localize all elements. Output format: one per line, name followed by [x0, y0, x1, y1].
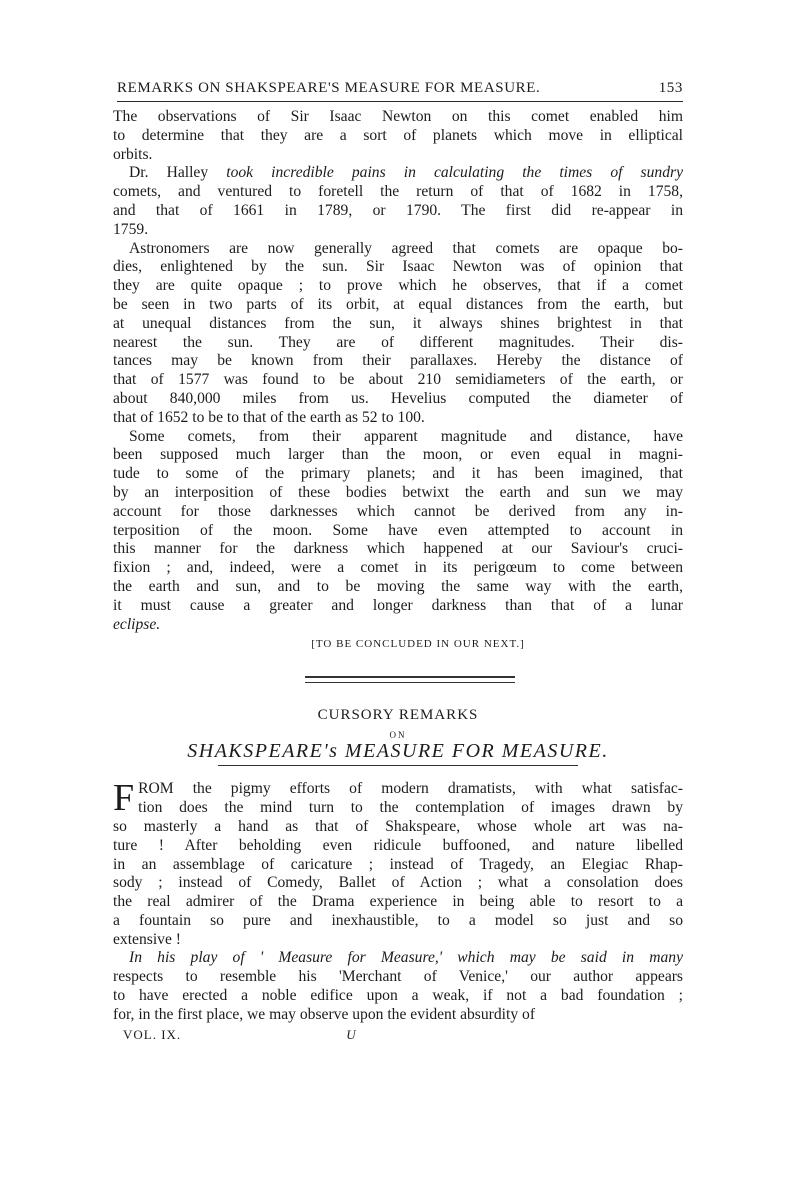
- signature-mark: U: [346, 1026, 357, 1042]
- text-line: by an interposition of these bodies betwixt the earth and sun we may: [113, 483, 683, 501]
- page-footer: [123, 1027, 683, 1043]
- text-line: dies, enlightened by the sun. Sir Isaac Newton was of opinion that: [113, 258, 683, 276]
- article-heading: CURSORY REMARKS: [317, 707, 479, 724]
- text-line: Dr. Halley took incredible pains in calculating the times of sundry: [129, 164, 683, 182]
- text-line: orbits.: [113, 145, 153, 163]
- cursory-remarks-body: [113, 777, 683, 1024]
- text-line: sody ; instead of Comedy, Ballet of Action ; what a consolation does: [113, 874, 683, 892]
- comet-article-continuation: [113, 108, 683, 634]
- text-line: it must cause a greater and longer darkness than that of a lunar: [113, 596, 683, 614]
- text-line: eclipse.: [113, 615, 161, 633]
- running-head: [117, 80, 683, 102]
- text-line: ture ! After beholding even ridicule buffooned, and nature libelled: [113, 836, 683, 854]
- page-number: 153: [658, 80, 683, 96]
- text-line: In his play of ' Measure for Measure,' which may be said in many: [129, 949, 683, 967]
- text-line: so masterly a hand as that of Shakspeare, whose whole art was na-: [113, 817, 683, 835]
- text-line: Astronomers are now generally agreed that comets are opaque bo-: [129, 239, 683, 257]
- text-line: the real admirer of the Drama experience in being able to resort to a: [113, 893, 683, 911]
- paragraph: [113, 240, 683, 428]
- text-line: that of 1577 was found to be about 210 semidiameters of the earth, or: [113, 371, 683, 389]
- paragraph: [113, 949, 683, 1024]
- section-divider: [305, 676, 515, 683]
- text-line: in an assemblage of caricature ; instead of Tragedy, an Elegiac Rhap-: [113, 855, 683, 873]
- text-line: been supposed much larger than the moon, or even equal in magni-: [113, 446, 683, 464]
- text-line: they are quite opaque ; to prove which he observes, that if a comet: [113, 277, 683, 295]
- article-heading-on: ON: [389, 730, 407, 741]
- text-line: for, in the first place, we may observe upon the evident absurdity of: [113, 1005, 536, 1023]
- text-line: comets, and ventured to foretell the return of that of 1682 in 1758,: [113, 183, 683, 201]
- paragraph: [113, 428, 683, 635]
- book-page: [113, 80, 683, 1043]
- text-line: tion does the mind turn to the contemplation of images drawn by: [138, 799, 683, 817]
- text-line: respects to resemble his 'Merchant of Venice,' our author appears: [113, 968, 683, 986]
- text-line: nearest the sun. They are of different magnitudes. Their dis-: [113, 333, 683, 351]
- text-line: be seen in two parts of its orbit, at equal distances from the earth, but: [113, 295, 683, 313]
- text-line: ROM the pigmy efforts of modern dramatists, with what satisfac-: [138, 780, 683, 798]
- text-line: extensive !: [113, 930, 181, 948]
- drop-cap: F: [113, 777, 135, 820]
- text-line: account for those darknesses which cannot be derived from any in-: [113, 502, 683, 520]
- text-line: terposition of the moon. Some have even attempted to account in: [113, 521, 683, 539]
- text-line: to have erected a noble edifice upon a weak, if not a bad foundation ;: [113, 987, 683, 1005]
- text-line: that of 1652 to be to that of the earth as 52 to 100.: [113, 408, 425, 426]
- subheading-rule: [218, 765, 578, 766]
- text-line: about 840,000 miles from us. Hevelius computed the diameter of: [113, 389, 683, 407]
- continued-note: [TO BE CONCLUDED IN OUR NEXT.]: [311, 638, 525, 651]
- text-line: to determine that they are a sort of planets which move in elliptical: [113, 126, 683, 144]
- volume-label: VOL. IX.: [123, 1026, 182, 1042]
- text-line: a fountain so pure and inexhaustible, to a model so just and so: [113, 911, 683, 929]
- text-line: Some comets, from their apparent magnitude and distance, have: [129, 427, 683, 445]
- text-line: this manner for the darkness which happened at our Saviour's cruci-: [113, 540, 683, 558]
- text-line: tances may be known from their parallaxes. Hereby the distance of: [113, 352, 683, 370]
- text-line: the earth and sun, and to be moving the same way with the earth,: [113, 577, 683, 595]
- text-line: at unequal distances from the sun, it always shines brightest in that: [113, 314, 683, 332]
- text-line: fixion ; and, indeed, were a comet in its perigœum to come between: [113, 559, 683, 577]
- text-line: tude to some of the primary planets; and it has been imagined, that: [113, 465, 683, 483]
- text-line: The observations of Sir Isaac Newton on this comet enabled him: [113, 108, 683, 125]
- text-line: and that of 1661 in 1789, or 1790. The first did re-appear in: [113, 201, 683, 219]
- text-line: 1759.: [113, 220, 149, 238]
- paragraph: [113, 108, 683, 164]
- paragraph: [113, 777, 683, 949]
- article-subheading: SHAKSPEARE's MEASURE FOR MEASURE.: [187, 740, 609, 763]
- paragraph: [113, 164, 683, 239]
- running-head-title: REMARKS ON SHAKSPEARE'S MEASURE FOR MEASURE.: [117, 80, 541, 96]
